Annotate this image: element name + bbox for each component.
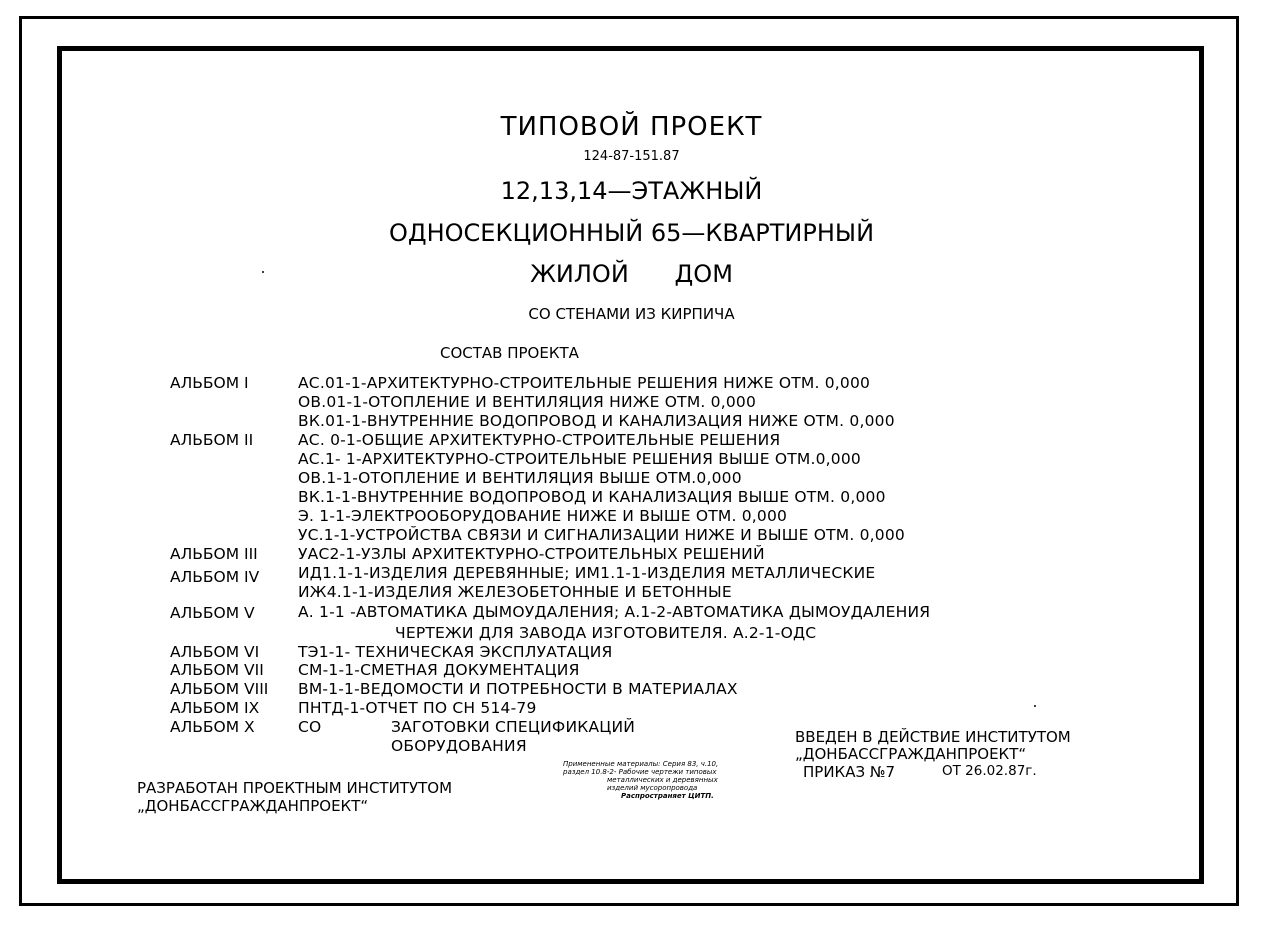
order-date: ОТ 26.02.87г. (942, 763, 1037, 779)
album-label: АЛЬБОМ II (170, 431, 254, 449)
note-line: изделий мусоропровода (607, 784, 698, 793)
enacted-line: ВВЕДЕН В ДЕЙСТВИЕ ИНСТИТУТОМ (795, 728, 1071, 746)
section-line: ОДНОСЕКЦИОННЫЙ 65—КВАРТИРНЫЙ (388, 219, 875, 247)
project-title: ТИПОВОЙ ПРОЕКТ (500, 112, 763, 142)
stray-dot (1034, 705, 1036, 707)
note-line: Распространяет ЦИТП. (621, 792, 714, 801)
composition-row: УС.1-1-УСТРОЙСТВА СВЯЗИ И СИГНАЛИЗАЦИИ НИЖЕ И ВЫШЕ ОТМ. 0,000 (298, 526, 905, 544)
subtitle: СО СТЕНАМИ ИЗ КИРПИЧА (528, 305, 735, 323)
composition-row: ОБОРУДОВАНИЯ (391, 737, 527, 755)
composition-row: А. 1-1 -АВТОМАТИКА ДЫМОУДАЛЕНИЯ; А.1-2-АВТОМАТИКА ДЫМОУДАЛЕНИЯ (298, 603, 931, 621)
album-label: АЛЬБОМ VIII (170, 680, 269, 698)
composition-row: СМ-1-1-СМЕТНАЯ ДОКУМЕНТАЦИЯ (298, 661, 580, 679)
composition-row: ИД1.1-1-ИЗДЕЛИЯ ДЕРЕВЯННЫЕ; ИМ1.1-1-ИЗДЕЛИЯ МЕТАЛЛИЧЕСКИЕ (298, 564, 876, 582)
album-label: АЛЬБОМ IV (170, 568, 260, 586)
order-number: ПРИКАЗ №7 (803, 763, 895, 781)
album-label: АЛЬБОМ X (170, 718, 255, 736)
composition-row: АС.1- 1-АРХИТЕКТУРНО-СТРОИТЕЛЬНЫЕ РЕШЕНИЯ ВЫШЕ ОТМ.0,000 (298, 450, 861, 468)
enacted-institute: „ДОНБАССГРАЖДАНПРОЕКТ“ (795, 745, 1027, 763)
section-heading: СОСТАВ ПРОЕКТА (440, 344, 579, 362)
note-line: металлических и деревянных (607, 776, 718, 785)
composition-row: СО (298, 718, 322, 736)
stray-dot (262, 271, 264, 273)
materials-note (563, 760, 718, 800)
floors-line: 12,13,14—ЭТАЖНЫЙ (500, 177, 763, 205)
composition-row: ВМ-1-1-ВЕДОМОСТИ И ПОТРЕБНОСТИ В МАТЕРИАЛАХ (298, 680, 738, 698)
album-label: АЛЬБОМ I (170, 374, 249, 392)
building-line: ЖИЛОЙ ДОМ (530, 260, 733, 288)
composition-row: ПНТД-1-ОТЧЕТ ПО СН 514-79 (298, 699, 537, 717)
composition-row: ЧЕРТЕЖИ ДЛЯ ЗАВОДА ИЗГОТОВИТЕЛЯ. А.2-1-ОДС (395, 624, 817, 642)
composition-row: ВК.1-1-ВНУТРЕННИЕ ВОДОПРОВОД И КАНАЛИЗАЦИЯ ВЫШЕ ОТМ. 0,000 (298, 488, 886, 506)
composition-row: ИЖ4.1-1-ИЗДЕЛИЯ ЖЕЛЕЗОБЕТОННЫЕ И БЕТОННЫЕ (298, 583, 732, 601)
composition-row: ВК.01-1-ВНУТРЕННИЕ ВОДОПРОВОД И КАНАЛИЗАЦИЯ НИЖЕ ОТМ. 0,000 (298, 412, 895, 430)
composition-row: ОВ.01-1-ОТОПЛЕНИЕ И ВЕНТИЛЯЦИЯ НИЖЕ ОТМ. 0,000 (298, 393, 757, 411)
composition-row: АС. 0-1-ОБЩИЕ АРХИТЕКТУРНО-СТРОИТЕЛЬНЫЕ РЕШЕНИЯ (298, 431, 781, 449)
composition-row: ОВ.1-1-ОТОПЛЕНИЕ И ВЕНТИЛЯЦИЯ ВЫШЕ ОТМ.0,000 (298, 469, 742, 487)
developer-institute: „ДОНБАССГРАЖДАНПРОЕКТ“ (137, 797, 369, 815)
composition-row: Э. 1-1-ЭЛЕКТРООБОРУДОВАНИЕ НИЖЕ И ВЫШЕ ОТМ. 0,000 (298, 507, 788, 525)
album-label: АЛЬБОМ VII (170, 661, 264, 679)
project-code: 124-87-151.87 (583, 149, 680, 164)
album-label: АЛЬБОМ V (170, 604, 255, 622)
album-label: АЛЬБОМ VI (170, 643, 260, 661)
composition-row: АС.01-1-АРХИТЕКТУРНО-СТРОИТЕЛЬНЫЕ РЕШЕНИЯ НИЖЕ ОТМ. 0,000 (298, 374, 871, 392)
developer-line: РАЗРАБОТАН ПРОЕКТНЫМ ИНСТИТУТОМ (137, 779, 453, 797)
composition-row: ТЭ1-1- ТЕХНИЧЕСКАЯ ЭКСПЛУАТАЦИЯ (298, 643, 613, 661)
composition-row: ЗАГОТОВКИ СПЕЦИФИКАЦИЙ (391, 718, 636, 736)
note-line: раздел 10.8-2- Рабочие чертежи типовых (563, 768, 717, 777)
note-line: Примененные материалы: Серия 83, ч.10, (563, 760, 719, 768)
album-label: АЛЬБОМ IX (170, 699, 260, 717)
album-label: АЛЬБОМ III (170, 545, 258, 563)
composition-row: УАС2-1-УЗЛЫ АРХИТЕКТУРНО-СТРОИТЕЛЬНЫХ РЕШЕНИЙ (298, 545, 765, 563)
